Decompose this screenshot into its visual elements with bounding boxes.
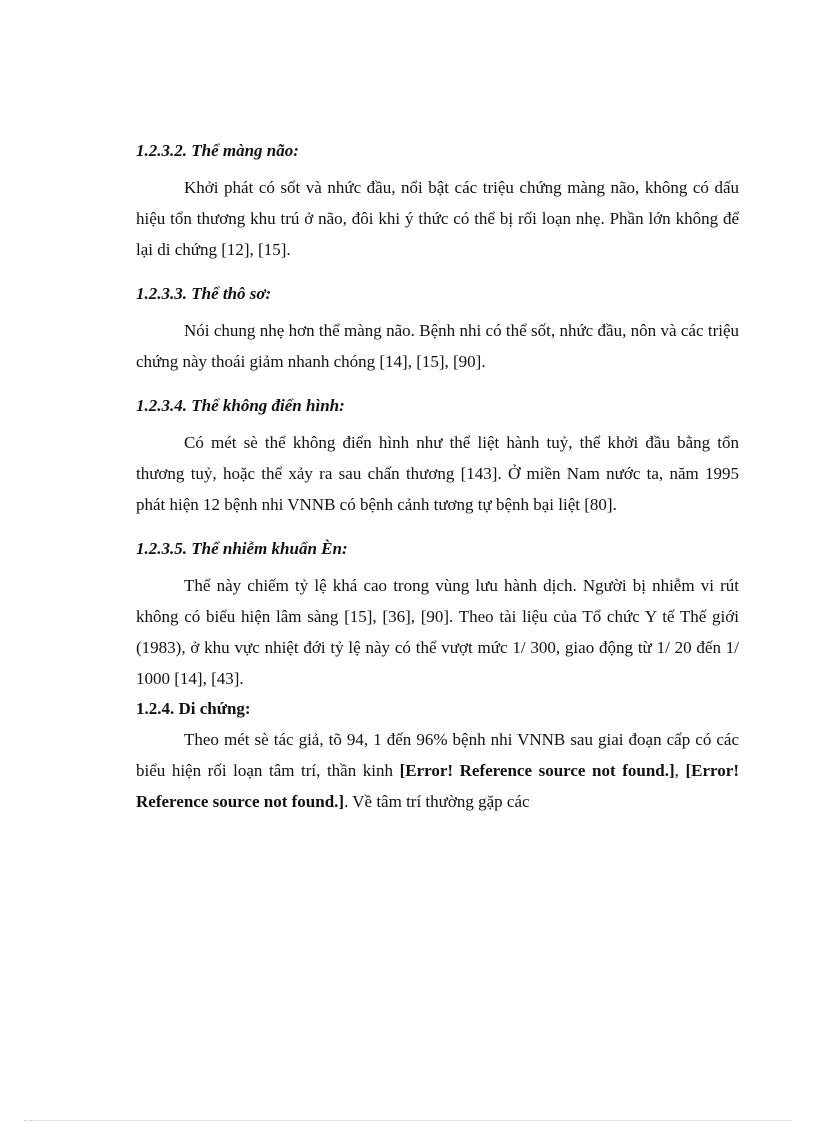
paragraph-124: [136, 724, 739, 817]
section-heading-1233: 1.2.3.3. Thể thô sơ:: [136, 284, 272, 303]
paragraph-1233: Nói chung nhẹ hơn thể màng não. Bệnh nhi có thể sốt, nhức đầu, nôn và các triệu chứng này thoái giảm nhanh chóng [14], [15], [90].: [136, 321, 739, 371]
paragraph-124-text-3: . Về tâm trí thường gặp các: [344, 792, 530, 811]
paragraph-1235: Thể này chiếm tỷ lệ khá cao trong vùng lưu hành dịch. Người bị nhiễm vi rút không có biểu hiện lâm sàng [15], [36], [90]. Theo tài liệu của Tổ chức Y tế Thế giới (1983), ở khu vực nhiệt đới tỷ lệ này có thể vượt mức 1/ 300, giao động từ 1/ 20 đến 1/ 1000 [14], [43].: [136, 576, 739, 688]
page-bottom-divider: [24, 1120, 792, 1121]
section-heading-1235: 1.2.3.5. Thể nhiễm khuẩn Èn:: [136, 539, 348, 558]
reference-error-2: [Error! Reference source not found.]: [136, 761, 739, 811]
section-heading-1232: 1.2.3.2. Thể màng não:: [136, 141, 299, 160]
section-heading-1234: 1.2.3.4. Thể không điển hình:: [136, 396, 345, 415]
document-page: [136, 140, 739, 817]
paragraph-124-text-2: ,: [674, 761, 686, 780]
paragraph-1232: Khởi phát có sốt và nhức đầu, nổi bật các triệu chứng màng não, không có dấu hiệu tổn thương khu trú ở não, đôi khi ý thức có thể bị rối loạn nhẹ. Phần lớn không để lại di chứng [12], [15].: [136, 178, 739, 259]
reference-error-1: [Error! Reference source not found.]: [399, 761, 675, 780]
paragraph-1234: Có mét sè thể không điển hình như thể liệt hành tuỷ, thể khởi đầu bằng tổn thương tuỷ, hoặc thể xảy ra sau chấn thương [143]. Ở miền Nam nước ta, năm 1995 phát hiện 12 bệnh nhi VNNB có bệnh cảnh tương tự bệnh bại liệt [80].: [136, 433, 739, 514]
section-heading-124: 1.2.4. Di chứng:: [136, 699, 251, 718]
paragraph-124-text-1: Theo mét sè tác giả, tõ 94, 1 đến 96% bệnh nhi VNNB sau giai đoạn cấp có các biểu hiện rối loạn tâm trí, thần kinh: [136, 730, 739, 780]
